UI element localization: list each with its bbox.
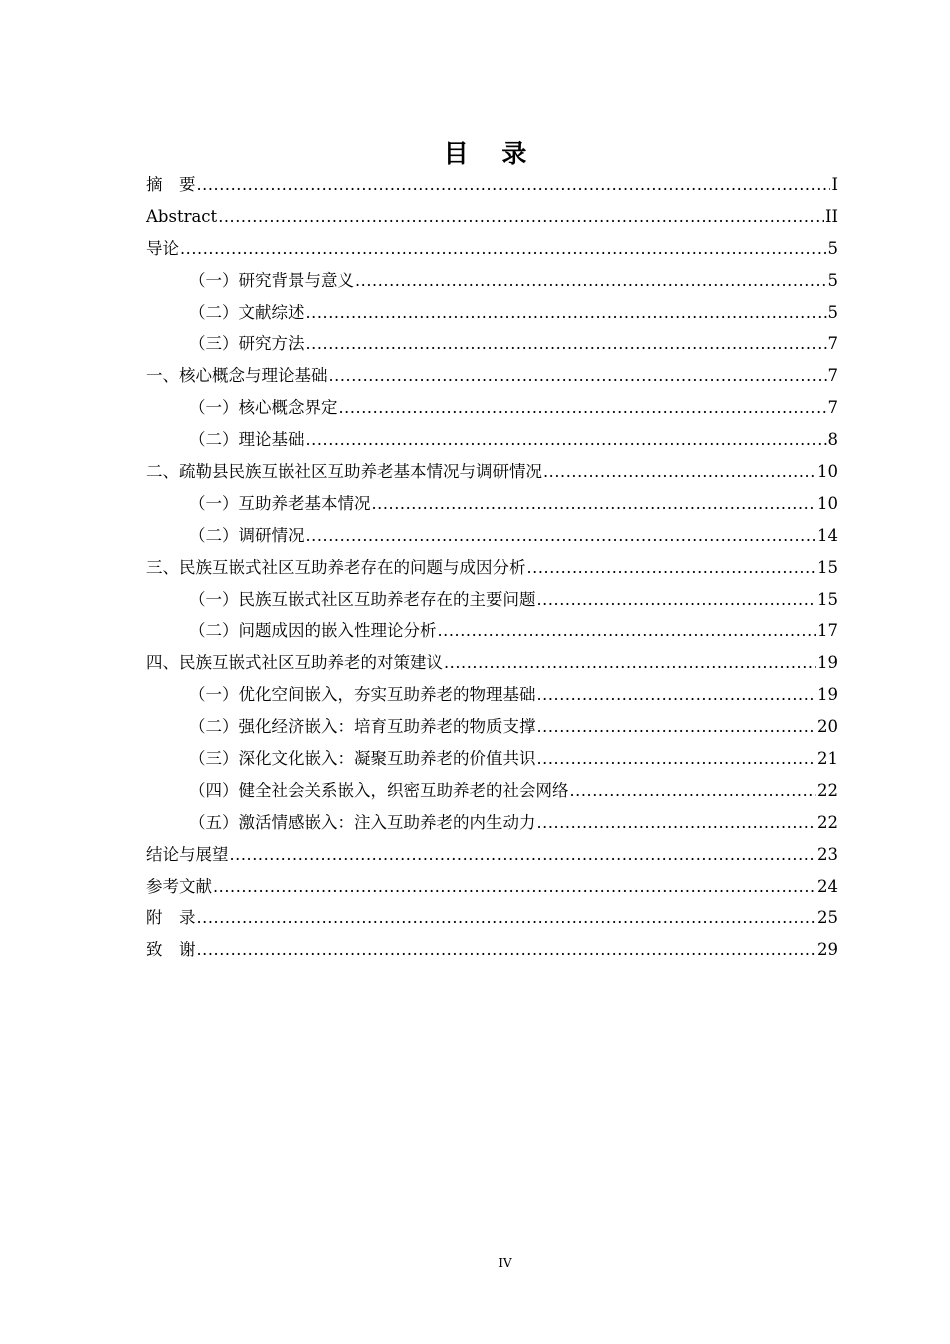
toc-entry[interactable] [146, 233, 838, 265]
toc-entry[interactable] [146, 265, 838, 297]
toc-entry-label: （一）研究背景与意义 [189, 270, 354, 290]
toc-dot-leader [438, 615, 817, 647]
toc-dot-leader [355, 265, 827, 297]
toc-entry[interactable] [146, 743, 838, 775]
toc-entry-page-number: II [824, 206, 838, 226]
toc-dot-leader [372, 488, 817, 520]
toc-entry-label: （二）文献综述 [189, 302, 305, 322]
toc-dot-leader [537, 743, 817, 775]
toc-entry-label: 三、民族互嵌式社区互助养老存在的问题与成因分析 [146, 557, 526, 577]
toc-dot-leader [213, 871, 816, 903]
toc-entry-label: 结论与展望 [146, 844, 229, 864]
toc-entry-page-number: 24 [817, 876, 838, 896]
toc-entry-page-number: 23 [817, 844, 838, 864]
toc-entry-page-number: 5 [827, 238, 838, 258]
toc-entry[interactable] [146, 647, 838, 679]
toc-entry-label: 致 谢 [146, 940, 196, 960]
toc-entry-page-number: 10 [817, 462, 838, 482]
toc-entry[interactable] [146, 328, 838, 360]
toc-dot-leader [197, 934, 817, 966]
toc-entry-page-number: I [831, 175, 838, 194]
toc-entry-page-number: 22 [817, 780, 838, 800]
toc-entry-page-number: 15 [817, 557, 838, 577]
toc-entry-label: （一）核心概念界定 [189, 398, 338, 418]
page-number-footer: IV [498, 1256, 512, 1270]
toc-entry-label: （二）理论基础 [189, 430, 305, 450]
toc-entry-page-number: 8 [827, 430, 838, 450]
page-title: 目 录 [443, 139, 539, 168]
toc-entry[interactable] [146, 807, 838, 839]
toc-entry-page-number: 25 [817, 908, 838, 928]
toc-dot-leader [180, 233, 827, 265]
toc-entry-label: （一）优化空间嵌入，夯实互助养老的物理基础 [189, 685, 536, 705]
toc-entry-label: 二、疏勒县民族互嵌社区互助养老基本情况与调研情况 [146, 462, 542, 482]
toc-entry[interactable] [146, 775, 838, 807]
toc-entry-label: （五）激活情感嵌入：注入互助养老的内生动力 [189, 812, 536, 832]
toc-entry-page-number: 17 [817, 621, 838, 641]
toc-entry-label: （四）健全社会关系嵌入，织密互助养老的社会网络 [189, 780, 569, 800]
toc-entry[interactable] [146, 297, 838, 329]
toc-entry[interactable] [146, 201, 838, 233]
toc-entry[interactable] [146, 424, 838, 456]
toc-entry-page-number: 7 [827, 366, 838, 386]
toc-dot-leader [329, 360, 827, 392]
toc-dot-leader [537, 584, 817, 616]
toc-dot-leader [306, 297, 827, 329]
toc-entry-label: （三）研究方法 [189, 334, 305, 354]
toc-dot-leader [230, 839, 817, 871]
toc-entry-page-number: 15 [817, 589, 838, 609]
toc-entry-page-number: 5 [827, 270, 838, 290]
toc-dot-leader [306, 424, 827, 456]
toc-dot-leader [197, 902, 817, 934]
toc-entry-label: 一、核心概念与理论基础 [146, 366, 328, 386]
toc-entry[interactable] [146, 169, 838, 201]
toc-entry-label: （一）互助养老基本情况 [189, 493, 371, 513]
toc-entry[interactable] [146, 902, 838, 934]
toc-dot-leader [537, 711, 817, 743]
toc-entry-page-number: 20 [817, 717, 838, 737]
toc-dot-leader [197, 169, 831, 201]
toc-entry-page-number: 7 [827, 334, 838, 354]
toc-entry[interactable] [146, 552, 838, 584]
toc-entry[interactable] [146, 456, 838, 488]
table-of-contents [146, 169, 838, 966]
toc-dot-leader [537, 807, 817, 839]
toc-dot-leader [444, 647, 816, 679]
toc-entry-label: 附 录 [146, 908, 196, 928]
toc-entry-page-number: 5 [827, 302, 838, 322]
toc-entry-page-number: 29 [817, 940, 838, 960]
toc-dot-leader [306, 520, 817, 552]
toc-dot-leader [537, 679, 817, 711]
toc-entry-label: Abstract [146, 206, 218, 226]
toc-entry-page-number: 19 [817, 653, 838, 673]
toc-entry-label: 四、民族互嵌式社区互助养老的对策建议 [146, 653, 443, 673]
toc-entry-label: 摘 要 [146, 175, 196, 194]
toc-dot-leader [218, 201, 824, 233]
toc-entry-page-number: 7 [827, 398, 838, 418]
toc-entry[interactable] [146, 615, 838, 647]
toc-dot-leader [339, 392, 827, 424]
toc-entry-label: （二）强化经济嵌入：培育互助养老的物质支撑 [189, 717, 536, 737]
toc-entry-page-number: 21 [817, 749, 838, 769]
toc-entry-label: （二）问题成因的嵌入性理论分析 [189, 621, 437, 641]
toc-dot-leader [527, 552, 817, 584]
toc-entry-label: （二）调研情况 [189, 525, 305, 545]
toc-entry[interactable] [146, 392, 838, 424]
toc-dot-leader [543, 456, 816, 488]
toc-dot-leader [306, 328, 827, 360]
toc-entry[interactable] [146, 488, 838, 520]
toc-entry[interactable] [146, 871, 838, 903]
toc-entry[interactable] [146, 584, 838, 616]
toc-entry-label: （三）深化文化嵌入：凝聚互助养老的价值共识 [189, 749, 536, 769]
toc-entry[interactable] [146, 934, 838, 966]
toc-entry[interactable] [146, 360, 838, 392]
toc-entry[interactable] [146, 711, 838, 743]
toc-entry-label: 参考文献 [146, 876, 212, 896]
toc-dot-leader [570, 775, 817, 807]
toc-entry[interactable] [146, 679, 838, 711]
toc-entry-page-number: 10 [817, 493, 838, 513]
toc-entry[interactable] [146, 520, 838, 552]
toc-entry-page-number: 19 [817, 685, 838, 705]
toc-entry-label: （一）民族互嵌式社区互助养老存在的主要问题 [189, 589, 536, 609]
toc-entry[interactable] [146, 839, 838, 871]
toc-entry-label: 导论 [146, 238, 179, 258]
toc-entry-page-number: 14 [817, 525, 838, 545]
toc-entry-page-number: 22 [817, 812, 838, 832]
